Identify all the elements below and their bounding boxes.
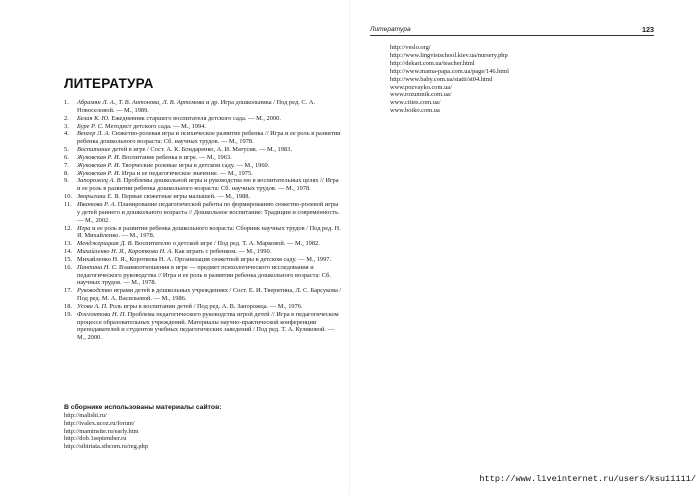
reference-item xyxy=(64,248,342,256)
reference-author: Запорожец А. В. xyxy=(77,177,123,185)
reference-item xyxy=(64,146,342,154)
reference-text: Сюжетно-ролевая игра и психическое развитие ребенка // Игра и ее роль в развитии ребенка дошкольного возраста: Сб. научных трудов. — М., 1978. xyxy=(77,130,341,146)
url-item: www.pozvayko.com.ua/ xyxy=(390,83,452,91)
reference-number: 4. xyxy=(64,130,69,138)
reference-item xyxy=(64,287,342,303)
reference-text: Игра и ее педагогическое значение. — М., 1975. xyxy=(120,169,253,177)
sources-title: В сборнике использованы материалы сайтов: xyxy=(64,404,222,411)
reference-text: Михайленко Н. Я., Короткова Н. А. Организация сюжетной игры в детском саду. — М., 1997. xyxy=(77,255,332,263)
reference-number: 13. xyxy=(64,240,72,248)
reference-text: детей в игре / Сост. А. К. Бондаренко, А. И. Матусик. — М., 1983. xyxy=(110,146,292,154)
reference-number: 10. xyxy=(64,193,72,201)
watermark-url: http://www.liveinternet.ru/users/ksu11111/ xyxy=(479,474,696,484)
reference-text: Как играть с ребенком. — М., 1990. xyxy=(172,248,272,256)
reference-number: 12. xyxy=(64,224,72,232)
running-head xyxy=(370,26,654,36)
reference-author: Михайленко Н. Я., Короткова Н. А. xyxy=(77,248,173,256)
reference-author: Воспитание xyxy=(77,146,111,154)
url-item: http://veslo.org/ xyxy=(390,44,431,51)
url-item: www.rozumnik.com.ua/ xyxy=(390,91,452,99)
reference-number: 1. xyxy=(64,99,69,106)
reference-text: Воспитателю о детской игре / Под ред. Т. А. Марковой. — М., 1982. xyxy=(133,240,320,248)
reference-item xyxy=(64,201,342,225)
reference-item xyxy=(64,311,342,342)
reference-author: Абрамян Л. А., Т. В. Антонова, Л. В. Артемова xyxy=(77,99,205,106)
url-item: http://www.mama-papa.com.ua/page/146.html xyxy=(390,67,509,75)
reference-author: Зворыгина Е. В. xyxy=(77,193,120,201)
reference-author: Игра xyxy=(77,224,91,232)
reference-text: Методист детского сада. — М., 1994. xyxy=(103,122,206,130)
reference-list xyxy=(64,99,342,342)
reference-author: Жуковская Р. И. xyxy=(77,153,121,161)
reference-item xyxy=(64,115,342,123)
url-item: http://malishi.ru/ xyxy=(64,411,107,419)
url-item: www.boiko.com.ua xyxy=(390,107,440,115)
reference-text: играми детей в дошкольных учреждениях / Сост. Е. И. Тверитина, Л. С. Барсукова / Под ред. М. А. Васильевой. — М., 1986. xyxy=(77,287,342,303)
url-item: http://dob.1september.ru xyxy=(64,435,127,443)
reference-number: 3. xyxy=(64,122,69,130)
url-item: http://maminsite.ru/early.htm xyxy=(64,427,139,435)
reference-author: Жуковская Р. И. xyxy=(77,161,121,169)
website-url-list xyxy=(390,44,640,115)
reference-item xyxy=(64,240,342,248)
url-item: http://www.lingvistschool.kiev.ua/nursery.php xyxy=(390,51,508,59)
reference-number: 14. xyxy=(64,248,72,256)
reference-author: Белая К. Ю. xyxy=(77,114,110,122)
reference-text: и ее роль в развитии ребенка дошкольного возраста: Сборник научных трудов / Под ред. Н. Я. Михайленко. — М., 1978. xyxy=(77,224,341,240)
reference-item xyxy=(64,130,342,146)
reference-author: Усова А. П. xyxy=(77,302,108,310)
url-item: www.cities.com.ua/ xyxy=(390,99,441,107)
reference-item xyxy=(64,99,342,115)
reference-number: 7. xyxy=(64,161,69,169)
reference-text: Роль игры в воспитании детей / Под ред. А. В. Запорожца. — М., 1976. xyxy=(107,302,303,310)
reference-author: Буре Р. С. xyxy=(77,122,104,130)
sources-block xyxy=(64,404,342,451)
reference-number: 2. xyxy=(64,114,69,122)
source-url-list xyxy=(64,412,342,451)
reference-item xyxy=(64,154,342,162)
reference-author: Жуковская Р. И. xyxy=(77,169,121,177)
reference-item xyxy=(64,303,342,311)
bibliography-heading: ЛИТЕРАТУРА xyxy=(64,76,154,91)
reference-item xyxy=(64,264,342,288)
reference-author: Иванкова Р. А. xyxy=(77,200,117,208)
reference-text: Взаимоотношения в игре — предмет психологического исследования и педагогического руководства // Игра и ее роль в развитии ребенка дошкольного возраста: Сб. научных трудов. — М., 1978. xyxy=(77,263,331,287)
reference-author: Руководство xyxy=(77,287,113,295)
page-number: 123 xyxy=(642,25,654,34)
reference-author: Флегонтова Н. П. xyxy=(77,310,127,318)
reference-number: 8. xyxy=(64,169,69,177)
reference-text: Первые сюжетные игры малышей. — М., 1988. xyxy=(119,193,251,201)
reference-number: 18. xyxy=(64,302,72,310)
reference-text: Творческие ролевые игры в детском саду. — М., 1960. xyxy=(120,161,270,169)
reference-item xyxy=(64,193,342,201)
url-item: http://dekart.com.ua/teacher.html xyxy=(390,59,475,67)
reference-text: Планирование педагогической работы по формированию сюжетно-ролевой игры у детей раннего и дошкольного возраста // Дошкольное воспитание: Традиции и современность. — М., 2002. xyxy=(77,200,340,224)
reference-text: Проблема педагогического руководства игрой детей // Игра в педагогическом процессе образовательных учреждений. Материалы научно-практической конференции преподавателей и студентов учебных педагогических заведений / Под ред. Т. А. Куликовой. — М., 2000. xyxy=(77,310,339,342)
reference-author: Венгер Л. А. xyxy=(77,130,111,138)
reference-item xyxy=(64,123,342,131)
reference-item xyxy=(64,177,342,193)
reference-text: Проблемы дошкольной игры и руководства ею в воспитательных целях // Игра и ее роль в развитии ребенка дошкольного возраста: Сб. научных трудов. — М., 1978. xyxy=(77,177,339,193)
reference-item xyxy=(64,170,342,178)
reference-number: 9. xyxy=(64,177,69,185)
reference-item xyxy=(64,162,342,170)
running-title: Литература xyxy=(370,26,411,33)
reference-item xyxy=(64,256,342,264)
reference-item xyxy=(64,225,342,241)
reference-author: Менджерицкая Д. В. xyxy=(77,240,134,248)
reference-number: 6. xyxy=(64,153,69,161)
reference-number: 19. xyxy=(64,310,72,318)
url-item: http://sibiriata.sibcom.ru/reg.php xyxy=(64,443,148,451)
reference-text: Воспитание ребенка в игре. — М., 1963. xyxy=(120,153,232,161)
reference-number: 17. xyxy=(64,287,72,295)
url-item: http://ivalex.ucoz.ru/forum/ xyxy=(64,419,135,427)
url-item: http://www.baby.com.ua/statii/st04.html xyxy=(390,75,493,83)
reference-number: 5. xyxy=(64,146,69,154)
reference-number: 11. xyxy=(64,200,72,208)
reference-author: Пантина Н. С. xyxy=(77,263,118,271)
reference-number: 15. xyxy=(64,255,72,263)
reference-text: Ежедневник старшего воспитателя детского сада. — М., 2000. xyxy=(109,114,281,122)
reference-number: 16. xyxy=(64,263,72,271)
reference-text: и др. Игра дошкольника / Под ред. С. А. Новоселовой. — М., 1989. xyxy=(77,99,316,114)
